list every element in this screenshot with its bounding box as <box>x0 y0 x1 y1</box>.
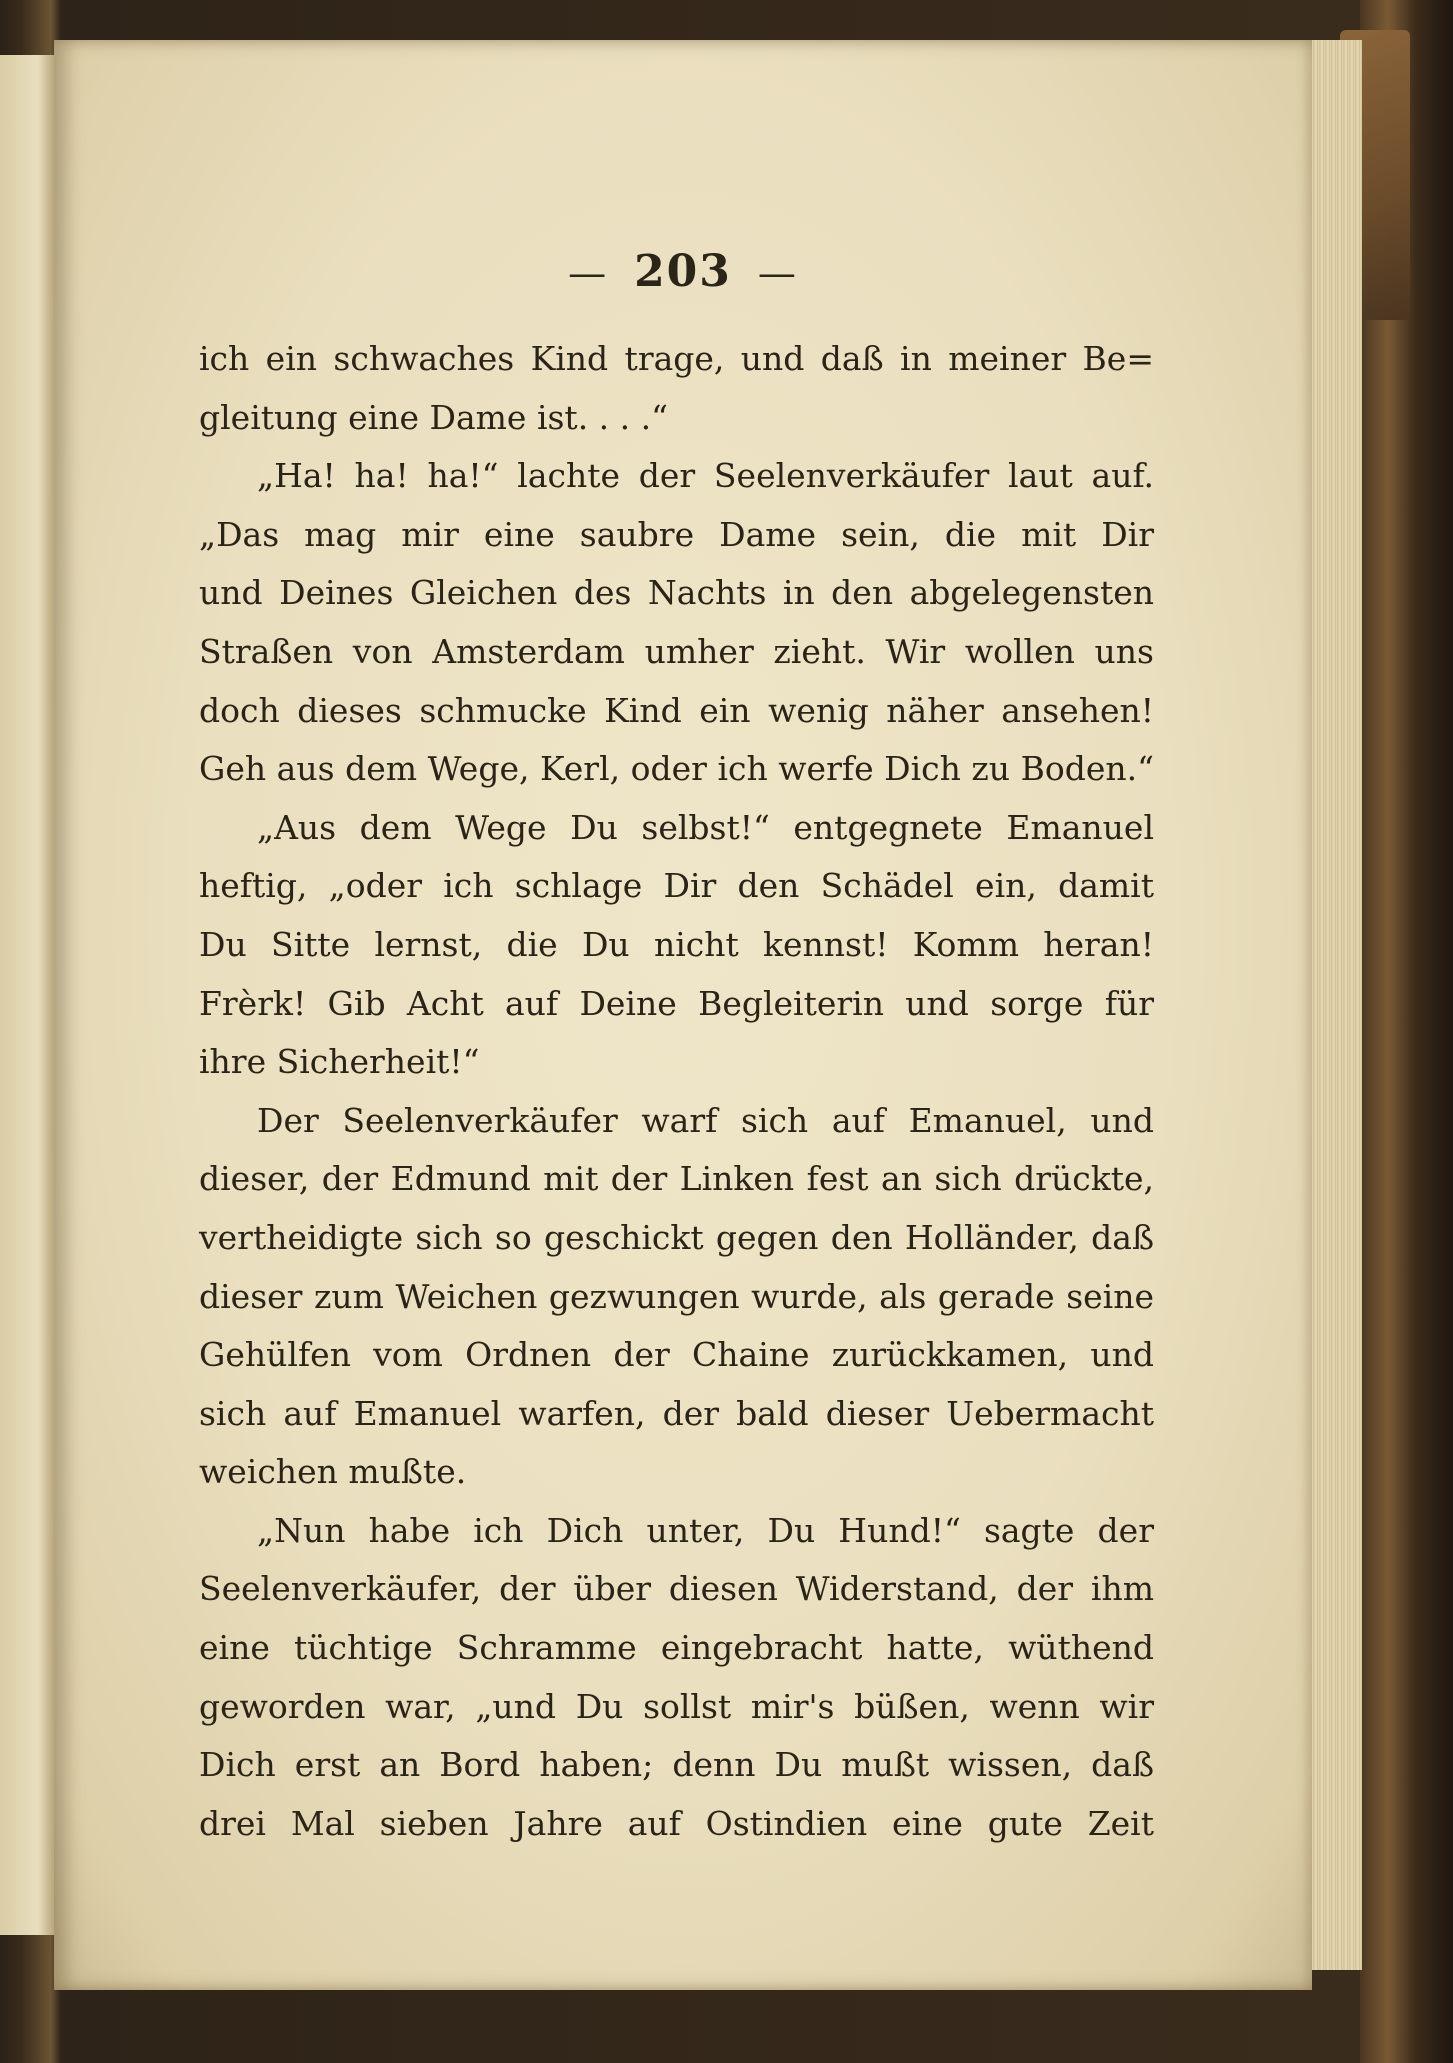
header-dash-right: — <box>757 251 798 295</box>
text-line: eine tüchtige Schramme eingebracht hatte, wüthend <box>199 1628 1154 1668</box>
text-line: Frèrk! Gib Acht auf Deine Begleiterin und sorge für <box>199 983 1154 1023</box>
text-line: Straßen von Amsterdam umher zieht. Wir wollen uns <box>199 631 1154 671</box>
text-line: ich ein schwaches Kind trage, und daß in meiner Be= <box>199 339 1154 378</box>
facing-page-edge <box>0 55 54 1935</box>
text-line: geworden war, „und Du sollst mir's büßen, wenn wir <box>199 1686 1154 1726</box>
header-dash-left: — <box>568 251 609 295</box>
text-line: dieser zum Weichen gezwungen wurde, als gerade seine <box>199 1276 1154 1316</box>
text-line: „Das mag mir eine saubre Dame sein, die mit Dir <box>199 514 1154 554</box>
text-line: Geh aus dem Wege, Kerl, oder ich werfe Dich zu Boden.“ <box>199 749 1154 789</box>
text-line: „Ha! ha! ha!“ lachte der Seelenverkäufer laut auf. <box>257 456 1154 496</box>
text-line: sich auf Emanuel warfen, der bald dieser Uebermacht <box>199 1393 1154 1433</box>
text-line: heftig, „oder ich schlage Dir den Schädel ein, damit <box>199 866 1154 906</box>
book-page <box>54 40 1312 1990</box>
text-line: vertheidigte sich so geschickt gegen den Holländer, daß <box>199 1217 1154 1257</box>
text-line: „Nun habe ich Dich unter, Du Hund!“ sagte der <box>257 1510 1154 1550</box>
text-line: dieser, der Edmund mit der Linken fest an sich drückte, <box>199 1159 1154 1199</box>
page-number: 203 <box>634 246 732 297</box>
text-line: ihre Sicherheit!“ <box>199 1042 480 1082</box>
body-text <box>199 330 1154 1853</box>
text-line: Dich erst an Bord haben; denn Du mußt wissen, daß <box>199 1745 1154 1785</box>
text-line: Gehülfen vom Ordnen der Chaine zurückkamen, und <box>199 1335 1154 1375</box>
text-line: Seelenverkäufer, der über diesen Widerstand, der ihm <box>199 1569 1154 1609</box>
page-header <box>54 246 1312 297</box>
text-line: drei Mal sieben Jahre auf Ostindien eine gute Zeit <box>199 1803 1154 1843</box>
text-line: gleitung eine Dame ist. . . .“ <box>199 397 668 437</box>
text-line: weichen mußte. <box>199 1452 467 1492</box>
text-line: Der Seelenverkäufer warf sich auf Emanuel, und <box>257 1100 1154 1140</box>
text-line: und Deines Gleichen des Nachts in den abgelegensten <box>199 573 1154 613</box>
text-line: Du Sitte lernst, die Du nicht kennst! Komm heran! <box>199 924 1154 964</box>
text-line: doch dieses schmucke Kind ein wenig näher ansehen! <box>199 690 1154 730</box>
text-line: „Aus dem Wege Du selbst!“ entgegnete Emanuel <box>257 807 1154 847</box>
